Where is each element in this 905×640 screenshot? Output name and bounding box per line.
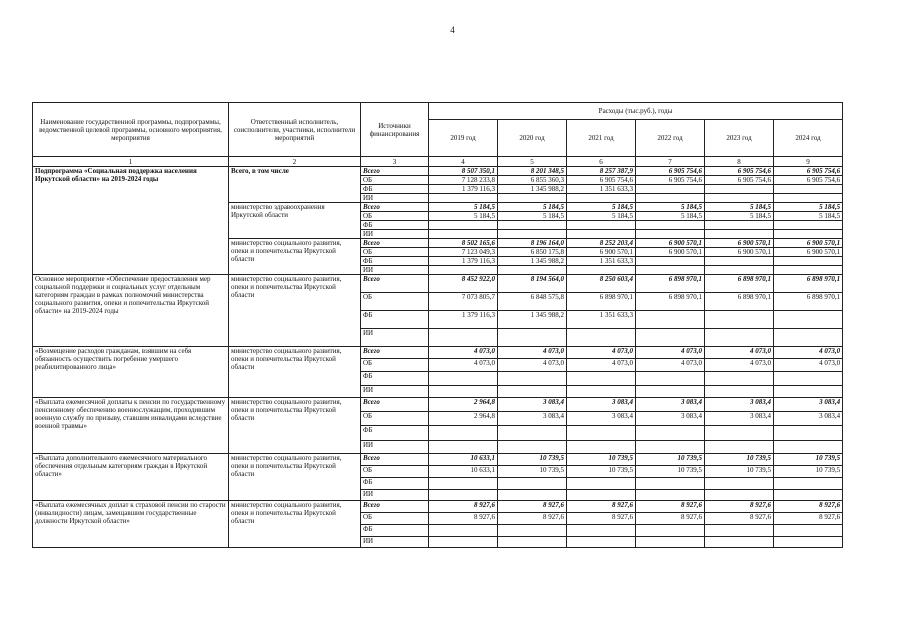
funding-source: ИИ: [361, 230, 429, 239]
column-number: 9: [774, 157, 843, 167]
funding-source: ФБ: [361, 257, 429, 266]
amount-cell: [705, 194, 774, 203]
amount-cell: 8 927,6: [567, 513, 636, 525]
amount-cell: 8 507 350,1: [429, 167, 498, 176]
amount-cell: [498, 194, 567, 203]
amount-cell: 5 184,5: [429, 212, 498, 221]
column-number-row: [33, 157, 843, 167]
amount-cell: 2 964,8: [429, 412, 498, 426]
amount-cell: [705, 525, 774, 537]
amount-cell: 6 898 970,1: [774, 293, 843, 311]
amount-cell: 8 927,6: [774, 513, 843, 525]
funding-source: ИИ: [361, 386, 429, 398]
amount-cell: [429, 194, 498, 203]
amount-cell: [705, 537, 774, 548]
amount-cell: [774, 257, 843, 266]
page-number: 4: [450, 25, 455, 35]
amount-cell: [567, 372, 636, 386]
amount-cell: 6 848 575,8: [498, 293, 567, 311]
funding-source: Всего: [361, 167, 429, 176]
amount-cell: 6 850 175,8: [498, 248, 567, 257]
amount-cell: [498, 525, 567, 537]
amount-cell: [498, 426, 567, 441]
amount-cell: 3 083,4: [567, 412, 636, 426]
header-year: 2022 год: [636, 120, 705, 157]
amount-cell: 1 351 633,3: [567, 311, 636, 329]
table-body: [33, 167, 843, 548]
amount-cell: 2 964,8: [429, 398, 498, 412]
amount-cell: 7 073 805,7: [429, 293, 498, 311]
amount-cell: [636, 266, 705, 275]
amount-cell: 6 905 754,6: [774, 167, 843, 176]
funding-source: ИИ: [361, 490, 429, 501]
amount-cell: [705, 490, 774, 501]
amount-cell: 8 927,6: [705, 513, 774, 525]
amount-cell: 3 083,4: [636, 412, 705, 426]
funding-source: Всего: [361, 347, 429, 359]
program-name: Подпрограмма «Социальная поддержка населения Иркутской области» на 2019-2024 годы: [33, 167, 229, 275]
amount-cell: [636, 221, 705, 230]
amount-cell: 8 201 348,5: [498, 167, 567, 176]
amount-cell: 10 739,5: [774, 454, 843, 466]
amount-cell: 4 073,0: [636, 347, 705, 359]
amount-cell: [567, 230, 636, 239]
funding-source: Всего: [361, 275, 429, 293]
table-row: [33, 347, 843, 359]
amount-cell: [705, 372, 774, 386]
amount-cell: [705, 441, 774, 454]
amount-cell: 5 184,5: [567, 212, 636, 221]
amount-cell: [705, 230, 774, 239]
executor: министерство здравоохранения Иркутской области: [229, 203, 361, 239]
amount-cell: 5 184,5: [636, 212, 705, 221]
amount-cell: [429, 537, 498, 548]
amount-cell: 8 927,6: [498, 501, 567, 513]
funding-source: ОБ: [361, 293, 429, 311]
header-name: Наименование государственной программы, подпрограммы, ведомственной целевой программы, основного мероприятия, мероприятия: [33, 103, 229, 157]
column-number: 3: [361, 157, 429, 167]
amount-cell: [567, 266, 636, 275]
amount-cell: [567, 478, 636, 490]
header-year: 2023 год: [705, 120, 774, 157]
amount-cell: 3 083,4: [705, 412, 774, 426]
executor: министерство социального развития, опеки и попечительства Иркутской области: [229, 501, 361, 548]
amount-cell: [498, 230, 567, 239]
amount-cell: 4 073,0: [429, 359, 498, 372]
amount-cell: [636, 372, 705, 386]
amount-cell: 6 905 754,6: [705, 176, 774, 185]
amount-cell: 5 184,5: [774, 212, 843, 221]
amount-cell: [429, 221, 498, 230]
amount-cell: 4 073,0: [429, 347, 498, 359]
amount-cell: 1 345 988,2: [498, 311, 567, 329]
amount-cell: [498, 386, 567, 398]
column-number: 5: [498, 157, 567, 167]
amount-cell: 7 123 049,3: [429, 248, 498, 257]
executor: министерство социального развития, опеки и попечительства Иркутской области: [229, 454, 361, 501]
amount-cell: [774, 194, 843, 203]
funding-source: ОБ: [361, 359, 429, 372]
funding-source: ФБ: [361, 185, 429, 194]
amount-cell: 8 927,6: [774, 501, 843, 513]
amount-cell: [429, 386, 498, 398]
amount-cell: [567, 329, 636, 347]
program-name: «Выплата ежемесячной доплаты к пенсии по государственному пенсионному обеспечению военнослужащим, проходившим военную службу по призыву, ставшим инвалидами вследствие военной травмы»: [33, 398, 229, 454]
amount-cell: 6 905 754,6: [567, 176, 636, 185]
amount-cell: 3 083,4: [774, 412, 843, 426]
budget-table: [32, 102, 843, 548]
amount-cell: [705, 257, 774, 266]
amount-cell: [705, 386, 774, 398]
funding-source: ОБ: [361, 412, 429, 426]
amount-cell: [567, 441, 636, 454]
amount-cell: 4 073,0: [567, 347, 636, 359]
executor: министерство социального развития, опеки и попечительства Иркутской области: [229, 275, 361, 347]
amount-cell: 4 073,0: [774, 359, 843, 372]
amount-cell: [567, 221, 636, 230]
amount-cell: 1 379 116,3: [429, 185, 498, 194]
amount-cell: [567, 490, 636, 501]
amount-cell: [774, 386, 843, 398]
amount-cell: [705, 329, 774, 347]
amount-cell: 3 083,4: [705, 398, 774, 412]
table-row: [33, 167, 843, 176]
program-name: «Возмещение расходов гражданам, взявшим на себя обязанность осуществить погребение умершего реабилитированного лица»: [33, 347, 229, 398]
funding-source: ИИ: [361, 329, 429, 347]
column-number: 6: [567, 157, 636, 167]
amount-cell: 6 900 570,1: [636, 248, 705, 257]
funding-source: ИИ: [361, 266, 429, 275]
amount-cell: 8 927,6: [429, 513, 498, 525]
amount-cell: 5 184,5: [567, 203, 636, 212]
program-name: «Выплата дополнительного ежемесячного материального обеспечения отдельным категориям граждан в Иркутской области»: [33, 454, 229, 501]
amount-cell: [636, 257, 705, 266]
amount-cell: 6 900 570,1: [774, 248, 843, 257]
amount-cell: [774, 230, 843, 239]
amount-cell: [498, 441, 567, 454]
amount-cell: 8 927,6: [636, 501, 705, 513]
amount-cell: 6 900 570,1: [567, 248, 636, 257]
amount-cell: 10 739,5: [567, 454, 636, 466]
amount-cell: 6 905 754,6: [636, 167, 705, 176]
amount-cell: [774, 329, 843, 347]
amount-cell: [774, 441, 843, 454]
executor: Всего, в том числе: [229, 167, 361, 203]
column-number: 4: [429, 157, 498, 167]
header-expenses: Расходы (тыс.руб.), годы: [429, 103, 843, 120]
amount-cell: [429, 490, 498, 501]
amount-cell: 3 083,4: [498, 412, 567, 426]
funding-source: Всего: [361, 203, 429, 212]
amount-cell: 6 905 754,6: [774, 176, 843, 185]
amount-cell: 10 739,5: [498, 454, 567, 466]
funding-source: Всего: [361, 239, 429, 248]
amount-cell: 6 898 970,1: [636, 275, 705, 293]
amount-cell: [705, 185, 774, 194]
amount-cell: 10 739,5: [636, 454, 705, 466]
amount-cell: [774, 221, 843, 230]
amount-cell: 8 257 387,9: [567, 167, 636, 176]
table-row: [33, 501, 843, 513]
amount-cell: [636, 426, 705, 441]
amount-cell: [429, 478, 498, 490]
header-year: 2024 год: [774, 120, 843, 157]
header-year: 2020 год: [498, 120, 567, 157]
amount-cell: [636, 525, 705, 537]
amount-cell: [774, 185, 843, 194]
column-number: 7: [636, 157, 705, 167]
amount-cell: 6 855 360,3: [498, 176, 567, 185]
amount-cell: [774, 537, 843, 548]
amount-cell: 4 073,0: [498, 347, 567, 359]
amount-cell: 5 184,5: [636, 203, 705, 212]
amount-cell: 8 927,6: [498, 513, 567, 525]
amount-cell: 5 184,5: [498, 212, 567, 221]
amount-cell: [774, 266, 843, 275]
amount-cell: [774, 490, 843, 501]
amount-cell: [567, 537, 636, 548]
table-row: [33, 454, 843, 466]
amount-cell: 8 250 603,4: [567, 275, 636, 293]
amount-cell: [636, 537, 705, 548]
amount-cell: [705, 311, 774, 329]
funding-source: ФБ: [361, 478, 429, 490]
amount-cell: 10 739,5: [774, 466, 843, 478]
amount-cell: [705, 478, 774, 490]
amount-cell: 6 905 754,6: [705, 167, 774, 176]
amount-cell: 4 073,0: [705, 359, 774, 372]
amount-cell: 6 898 970,1: [774, 275, 843, 293]
amount-cell: [636, 311, 705, 329]
executor: министерство социального развития, опеки и попечительства Иркутской области: [229, 347, 361, 398]
amount-cell: [498, 372, 567, 386]
amount-cell: [705, 221, 774, 230]
funding-source: Всего: [361, 501, 429, 513]
header-year: 2021 год: [567, 120, 636, 157]
amount-cell: 1 351 633,3: [567, 257, 636, 266]
funding-source: ОБ: [361, 466, 429, 478]
amount-cell: [498, 329, 567, 347]
amount-cell: 6 900 570,1: [705, 248, 774, 257]
amount-cell: 6 905 754,6: [636, 176, 705, 185]
amount-cell: [567, 386, 636, 398]
column-number: 1: [33, 157, 229, 167]
amount-cell: 10 739,5: [705, 466, 774, 478]
funding-source: ФБ: [361, 311, 429, 329]
amount-cell: 1 351 633,3: [567, 185, 636, 194]
amount-cell: 5 184,5: [429, 203, 498, 212]
header-executor: Ответственный исполнитель, соисполнители, участники, исполнители мероприятий: [229, 103, 361, 157]
amount-cell: [636, 478, 705, 490]
amount-cell: 5 184,5: [774, 203, 843, 212]
amount-cell: [774, 478, 843, 490]
amount-cell: [636, 230, 705, 239]
header-year: 2019 год: [429, 120, 498, 157]
amount-cell: [498, 537, 567, 548]
amount-cell: [774, 525, 843, 537]
amount-cell: [774, 372, 843, 386]
amount-cell: 8 927,6: [636, 513, 705, 525]
amount-cell: 8 927,6: [429, 501, 498, 513]
amount-cell: 4 073,0: [636, 359, 705, 372]
amount-cell: 6 900 570,1: [774, 239, 843, 248]
funding-source: ИИ: [361, 441, 429, 454]
amount-cell: [429, 329, 498, 347]
amount-cell: [429, 441, 498, 454]
amount-cell: [429, 230, 498, 239]
amount-cell: 4 073,0: [567, 359, 636, 372]
amount-cell: 10 633,1: [429, 454, 498, 466]
amount-cell: [774, 311, 843, 329]
amount-cell: 4 073,0: [774, 347, 843, 359]
amount-cell: 6 898 970,1: [636, 293, 705, 311]
amount-cell: 6 898 970,1: [705, 293, 774, 311]
amount-cell: 8 502 165,6: [429, 239, 498, 248]
amount-cell: 3 083,4: [498, 398, 567, 412]
amount-cell: 6 900 570,1: [705, 239, 774, 248]
funding-source: ФБ: [361, 525, 429, 537]
amount-cell: [567, 194, 636, 203]
amount-cell: 8 196 164,0: [498, 239, 567, 248]
program-name: Основное мероприятие «Обеспечение предоставления мер социальной поддержки и социальных услуг отдельным категориям граждан в рамках полномочий министерства социального развития, опеки и попечительства Иркутской области» на 2019-2024 годы: [33, 275, 229, 347]
executor: министерство социального развития, опеки и попечительства Иркутской области: [229, 239, 361, 275]
column-number: 8: [705, 157, 774, 167]
funding-source: ИИ: [361, 194, 429, 203]
amount-cell: 5 184,5: [705, 212, 774, 221]
amount-cell: 3 083,4: [567, 398, 636, 412]
amount-cell: 1 345 988,2: [498, 257, 567, 266]
amount-cell: [429, 426, 498, 441]
amount-cell: [567, 426, 636, 441]
amount-cell: [429, 266, 498, 275]
funding-source: ОБ: [361, 513, 429, 525]
amount-cell: 8 927,6: [567, 501, 636, 513]
amount-cell: 7 128 233,8: [429, 176, 498, 185]
amount-cell: 3 083,4: [774, 398, 843, 412]
amount-cell: 8 252 203,4: [567, 239, 636, 248]
amount-cell: [636, 185, 705, 194]
header-source: Источники финансирования: [361, 103, 429, 157]
funding-source: ОБ: [361, 176, 429, 185]
amount-cell: 4 073,0: [705, 347, 774, 359]
amount-cell: [636, 329, 705, 347]
amount-cell: 10 739,5: [567, 466, 636, 478]
funding-source: ФБ: [361, 426, 429, 441]
program-name: «Выплата ежемесячных доплат к страховой пенсии по старости (инвалидности) лицам, замещавшим государственные должности Иркутской области»: [33, 501, 229, 548]
column-number: 2: [229, 157, 361, 167]
amount-cell: [429, 372, 498, 386]
amount-cell: [636, 194, 705, 203]
amount-cell: 10 633,1: [429, 466, 498, 478]
amount-cell: [705, 266, 774, 275]
amount-cell: [636, 386, 705, 398]
amount-cell: 5 184,5: [498, 203, 567, 212]
funding-source: ИИ: [361, 537, 429, 548]
amount-cell: 10 739,5: [636, 466, 705, 478]
amount-cell: [705, 426, 774, 441]
amount-cell: [429, 525, 498, 537]
funding-source: ОБ: [361, 248, 429, 257]
amount-cell: 8 194 564,0: [498, 275, 567, 293]
amount-cell: [498, 490, 567, 501]
funding-source: Всего: [361, 398, 429, 412]
funding-source: ОБ: [361, 212, 429, 221]
amount-cell: 10 739,5: [705, 454, 774, 466]
amount-cell: 1 379 116,3: [429, 257, 498, 266]
amount-cell: 8 452 922,0: [429, 275, 498, 293]
amount-cell: [567, 525, 636, 537]
amount-cell: 8 927,6: [705, 501, 774, 513]
amount-cell: 6 898 970,1: [567, 293, 636, 311]
amount-cell: [498, 221, 567, 230]
amount-cell: 4 073,0: [498, 359, 567, 372]
executor: министерство социального развития, опеки и попечительства Иркутской области: [229, 398, 361, 454]
funding-source: Всего: [361, 454, 429, 466]
amount-cell: [636, 490, 705, 501]
table-row: [33, 398, 843, 412]
amount-cell: [498, 478, 567, 490]
amount-cell: 1 379 116,3: [429, 311, 498, 329]
amount-cell: 5 184,5: [705, 203, 774, 212]
amount-cell: 10 739,5: [498, 466, 567, 478]
table-row: [33, 275, 843, 293]
amount-cell: 3 083,4: [636, 398, 705, 412]
amount-cell: [636, 441, 705, 454]
funding-source: ФБ: [361, 221, 429, 230]
amount-cell: 6 898 970,1: [705, 275, 774, 293]
funding-source: ФБ: [361, 372, 429, 386]
amount-cell: 1 345 988,2: [498, 185, 567, 194]
amount-cell: [774, 426, 843, 441]
amount-cell: 6 900 570,1: [636, 239, 705, 248]
amount-cell: [498, 266, 567, 275]
